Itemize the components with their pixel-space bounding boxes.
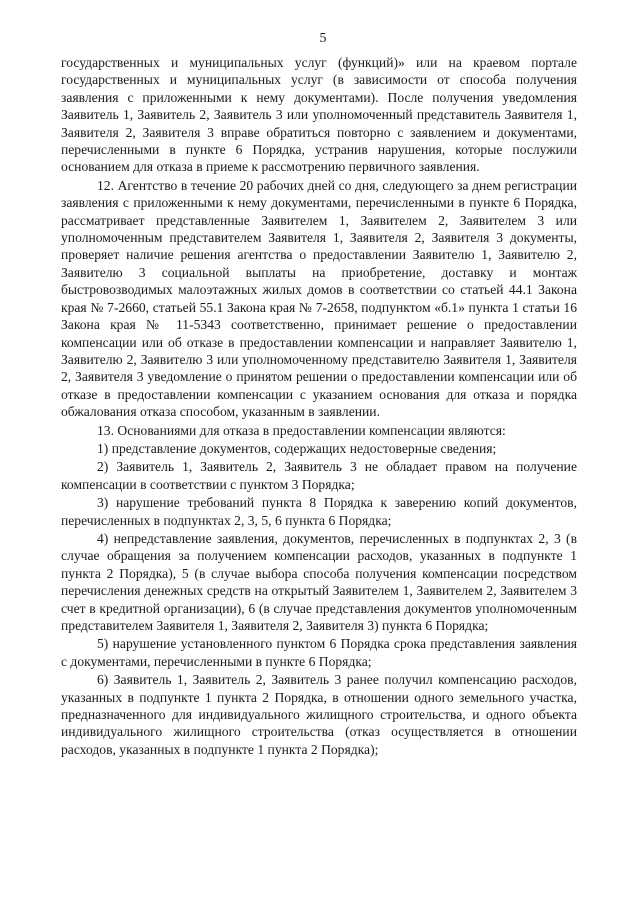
- paragraph-12: 12. Агентство в течение 20 рабочих дней со дня, следующего за днем регистрации заявления с приложенными к нему документами, перечисленными в пункте 6 Порядка, рассматривает представленные Заявителем 1, Заявителем 2, Заявителем 3 или уполномоченным представителем Заявителя 1, Заявителя 2, Заявителя 3 документы, проверяет наличие решения агентства о предоставлении Заявителю 1, Заявителю 2, Заявителю 3 социальной выплаты на приобретение, доставку и монтаж быстровозводимых малоэтажных жилых домов в соответствии со статьей 44.1 Закона края № 7-2660, статьей 55.1 Закона края № 7-2658, подпунктом «б.1» пункта 1 статьи 16 Закона края № 11-5343 соответственно, принимает решение о предоставлении компенсации или об отказе в предоставлении компенсации и направляет Заявителю 1, Заявителю 2, Заявителю 3 или уполномоченному представителю Заявителя 1, Заявителя 2, Заявителя 3 уведомление о принятом решении о предоставлении компенсации или об отказе в предоставлении компенсации с указанием основания для отказа и порядка обжалования отказа способом, указанным в заявлении.: [61, 177, 577, 420]
- list-item-1: 1) представление документов, содержащих недостоверные сведения;: [97, 440, 497, 456]
- page-number: 5: [319, 31, 327, 46]
- document-page: [61, 30, 577, 758]
- list-item-6: 6) Заявитель 1, Заявитель 2, Заявитель 3 ранее получил компенсацию расходов, указанных в подпункте 1 пункта 2 Порядка, в отношении одного земельного участка, предназначенного для индивидуального жилищного строительства, и одного объекта индивидуального жилищного строительства (отказ осуществляется в отношении расходов, указанных в подпункте 1 пункта 2 Порядка);: [61, 672, 577, 757]
- paragraph-11-continuation: государственных и муниципальных услуг (функций)» или на краевом портале государственных и муниципальных услуг (в зависимости от способа получения заявления с приложенными к нему документами). После получения уведомления Заявитель 1, Заявитель 2, Заявитель 3 или уполномоченный представитель Заявителя 1, Заявителя 2, Заявителя 3 вправе обратиться повторно с заявлением и документами, перечисленными в пункте 6 Порядка, устранив нарушения, которые послужили основанием для отказа в приеме к рассмотрению первичного заявления.: [61, 55, 577, 175]
- list-item-2: 2) Заявитель 1, Заявитель 2, Заявитель 3 не обладает правом на получение компенсации в соответствии с пунктом 3 Порядка;: [61, 459, 577, 492]
- list-item-4: 4) непредставление заявления, документов, перечисленных в подпунктах 2, 3 (в случае обращения за получением компенсации расходов, указанных в подпункте 1 пункта 2 Порядка), 5 (в случае выбора способа получения компенсации посредством перечисления денежных средств на открытый Заявителем 1, Заявителем 2, Заявителем 3 счет в кредитной организации), 6 (в случае представления документов уполномоченным представителем Заявителя 1, Заявителя 2, Заявителя 3) пункта 6 Порядка;: [61, 530, 577, 633]
- paragraph-13-heading: 13. Основаниями для отказа в предоставлении компенсации являются:: [97, 422, 506, 438]
- list-item-5: 5) нарушение установленного пунктом 6 Порядка срока представления заявления с документами, перечисленными в пункте 6 Порядка;: [61, 636, 577, 669]
- list-item-3: 3) нарушение требований пункта 8 Порядка к заверению копий документов, перечисленных в подпунктах 2, 3, 5, 6 пункта 6 Порядка;: [61, 495, 577, 528]
